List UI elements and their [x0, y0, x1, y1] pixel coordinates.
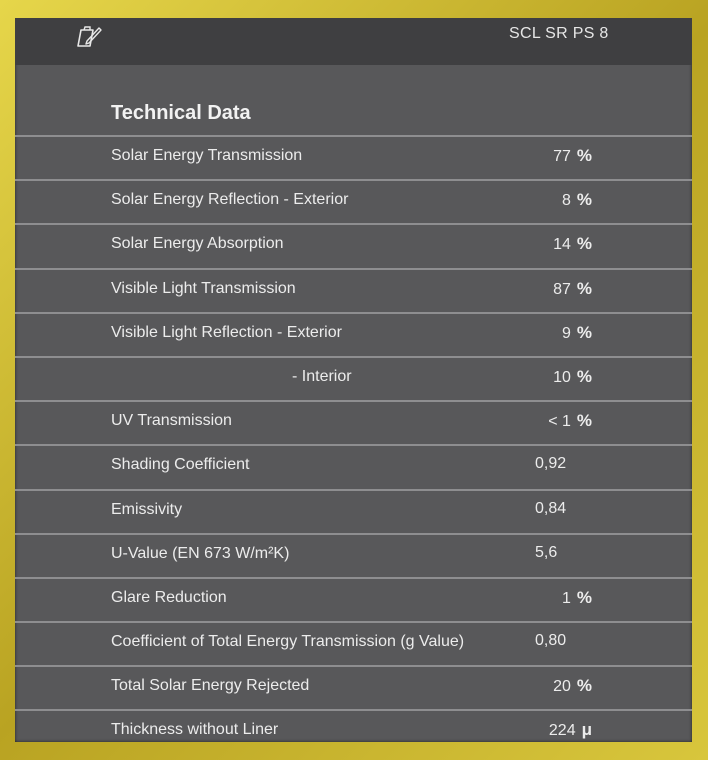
row-label: Visible Light Transmission — [111, 279, 296, 297]
row-value — [505, 234, 592, 254]
row-value — [505, 676, 592, 696]
value-number: 0,80 — [535, 632, 567, 650]
value-unit: % — [576, 366, 592, 386]
row-value — [535, 500, 566, 518]
row-label: Shading Coefficient — [111, 456, 250, 474]
row-label: Visible Light Reflection - Exterior — [111, 323, 342, 341]
value-number: 10 — [553, 368, 571, 386]
document-code: SCL SR PS 8 — [509, 25, 609, 42]
row-value — [535, 544, 557, 562]
row-label: U-Value (EN 673 W/m²K) — [111, 544, 290, 562]
row-label: Solar Energy Transmission — [111, 147, 303, 164]
row-value — [505, 279, 592, 299]
table-row — [15, 665, 692, 709]
table-row — [15, 223, 692, 267]
value-number: 224 — [548, 722, 576, 740]
value-unit: % — [576, 411, 592, 431]
row-label: Thickness without Liner — [111, 721, 279, 739]
technical-data-table — [15, 135, 692, 742]
row-label: Solar Energy Absorption — [111, 235, 284, 253]
table-row — [15, 621, 692, 665]
table-row — [15, 268, 692, 312]
value-unit: % — [576, 190, 592, 210]
row-value — [535, 632, 566, 650]
value-number: 20 — [553, 678, 571, 696]
value-unit: % — [576, 587, 592, 607]
header-bar — [15, 18, 692, 65]
value-number: < 1 — [548, 413, 571, 431]
row-value — [505, 720, 592, 740]
row-label: UV Transmission — [111, 412, 232, 430]
value-number: 14 — [553, 236, 571, 254]
row-label: Total Solar Energy Rejected — [111, 677, 310, 695]
table-row — [15, 709, 692, 742]
value-unit: % — [576, 234, 592, 254]
table-row — [15, 135, 692, 179]
row-value — [505, 411, 592, 431]
row-value — [535, 455, 566, 473]
row-value — [505, 190, 592, 210]
row-label: - Interior — [292, 367, 352, 385]
value-number: 5,6 — [535, 543, 558, 561]
row-value — [505, 146, 592, 166]
value-unit: % — [576, 322, 592, 342]
value-number: 77 — [553, 148, 571, 165]
table-row — [15, 577, 692, 621]
table-row — [15, 400, 692, 444]
row-label: Glare Reduction — [111, 588, 227, 606]
row-value — [505, 588, 592, 608]
table-row — [15, 444, 692, 488]
table-row — [15, 312, 692, 356]
row-value — [505, 367, 592, 387]
value-number: 8 — [561, 192, 571, 210]
value-number: 9 — [561, 324, 571, 342]
row-value — [505, 323, 592, 343]
section-title: Technical Data — [111, 102, 251, 124]
row-label: Emissivity — [111, 500, 183, 518]
value-number: 87 — [553, 280, 571, 298]
value-unit: % — [576, 676, 592, 696]
table-row — [15, 179, 692, 223]
row-label: Solar Energy Reflection - Exterior — [111, 191, 349, 209]
value-number: 0,84 — [535, 499, 567, 517]
row-label: Coefficient of Total Energy Transmission (g Value) — [111, 633, 465, 651]
table-row — [15, 489, 692, 533]
table-row — [15, 533, 692, 577]
table-row — [15, 356, 692, 400]
value-unit: % — [576, 146, 592, 165]
value-unit: % — [576, 278, 592, 298]
clipboard-pencil-icon — [75, 24, 105, 50]
value-number: 0,92 — [535, 455, 567, 473]
value-unit: μ — [581, 720, 592, 740]
technical-data-sheet — [15, 18, 692, 742]
value-number: 1 — [561, 589, 571, 607]
